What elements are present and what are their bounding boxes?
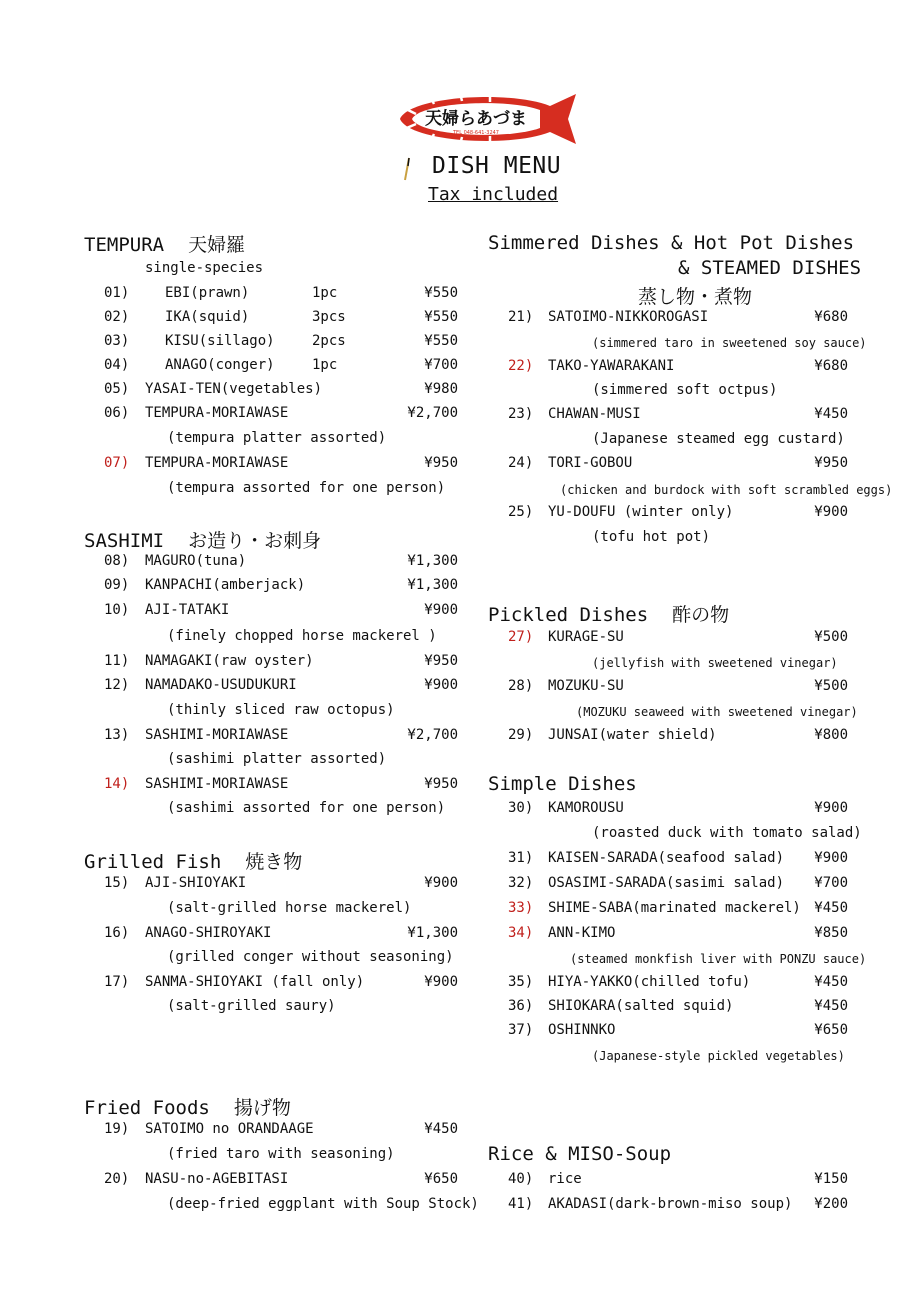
item-number: 10) xyxy=(104,602,130,618)
item-price: ¥700 xyxy=(424,357,458,373)
item-number: 40) xyxy=(508,1171,534,1187)
item-description: (fried taro with seasoning) xyxy=(167,1146,395,1162)
item-name: AJI-TATAKI xyxy=(145,602,230,618)
item-number: 06) xyxy=(104,405,130,421)
item-price: ¥680 xyxy=(814,309,848,325)
item-number: 13) xyxy=(104,727,130,743)
item-description: (sashimi assorted for one person) xyxy=(167,800,446,816)
item-price: ¥550 xyxy=(424,309,458,325)
item-description: (tofu hot pot) xyxy=(592,529,711,545)
item-price: ¥450 xyxy=(814,406,848,422)
item-price: ¥1,300 xyxy=(407,925,458,941)
item-price: ¥450 xyxy=(424,1121,458,1137)
section-title-simmered-jp: 蒸し物・煮物 xyxy=(638,286,753,308)
item-price: ¥950 xyxy=(814,455,848,471)
item-number: 19) xyxy=(104,1121,130,1137)
section-title-pickled: Pickled Dishes 酢の物 xyxy=(488,604,730,626)
item-name: SHIOKARA(salted squid) xyxy=(548,998,734,1014)
item-description: (roasted duck with tomato salad) xyxy=(592,825,862,841)
item-description: (salt-grilled saury) xyxy=(167,998,336,1014)
item-number: 09) xyxy=(104,577,130,593)
item-number: 02) xyxy=(104,309,130,325)
item-name: TEMPURA-MORIAWASE xyxy=(145,405,289,421)
item-number: 28) xyxy=(508,678,534,694)
item-price: ¥950 xyxy=(424,455,458,471)
item-number: 30) xyxy=(508,800,534,816)
item-price: ¥900 xyxy=(424,974,458,990)
item-number: 23) xyxy=(508,406,534,422)
item-name: TORI-GOBOU xyxy=(548,455,633,471)
item-description: (simmered soft octpus) xyxy=(592,382,778,398)
item-number: 25) xyxy=(508,504,534,520)
item-name: SHIME-SABA(marinated mackerel) xyxy=(548,900,801,916)
item-price: ¥150 xyxy=(814,1171,848,1187)
page-subtitle: Tax included xyxy=(428,184,559,205)
item-quantity: 3pcs xyxy=(312,309,346,325)
item-quantity: 1pc xyxy=(312,357,338,373)
item-name: KANPACHI(amberjack) xyxy=(145,577,306,593)
item-name: ANN-KIMO xyxy=(548,925,616,941)
item-name: NASU-no-AGEBITASI xyxy=(145,1171,289,1187)
item-price: ¥650 xyxy=(814,1022,848,1038)
item-price: ¥900 xyxy=(814,504,848,520)
item-number: 24) xyxy=(508,455,534,471)
section-title-simple-dishes: Simple Dishes xyxy=(488,773,637,795)
item-price: ¥450 xyxy=(814,998,848,1014)
item-number: 04) xyxy=(104,357,130,373)
item-number: 31) xyxy=(508,850,534,866)
item-name: CHAWAN-MUSI xyxy=(548,406,641,422)
section-title-sashimi: SASHIMI お造り・お刺身 xyxy=(84,530,322,552)
section-title-grilled-fish: Grilled Fish 焼き物 xyxy=(84,851,303,873)
tempura-subtitle: single-species xyxy=(145,260,264,276)
item-name: SANMA-SHIOYAKI (fall only) xyxy=(145,974,365,990)
item-quantity: 1pc xyxy=(312,285,338,301)
item-number: 36) xyxy=(508,998,534,1014)
item-number: 34) xyxy=(508,925,534,941)
item-name: KISU(sillago) xyxy=(165,333,275,349)
item-price: ¥500 xyxy=(814,629,848,645)
item-description: (thinly sliced raw octopus) xyxy=(167,702,395,718)
item-number: 12) xyxy=(104,677,130,693)
item-number: 20) xyxy=(104,1171,130,1187)
item-name: JUNSAI(water shield) xyxy=(548,727,717,743)
item-description: (Japanese steamed egg custard) xyxy=(592,431,845,447)
item-number: 08) xyxy=(104,553,130,569)
item-name: YASAI-TEN(vegetables) xyxy=(145,381,323,397)
item-number: 32) xyxy=(508,875,534,891)
item-number: 01) xyxy=(104,285,130,301)
item-description: (simmered taro in sweetened soy sauce) xyxy=(592,336,867,350)
item-number: 41) xyxy=(508,1196,534,1212)
item-number: 14) xyxy=(104,776,130,792)
item-price: ¥900 xyxy=(814,800,848,816)
brush-mark-icon xyxy=(402,157,412,181)
item-price: ¥2,700 xyxy=(407,405,458,421)
item-number: 03) xyxy=(104,333,130,349)
item-price: ¥550 xyxy=(424,285,458,301)
item-name: IKA(squid) xyxy=(165,309,250,325)
item-number: 35) xyxy=(508,974,534,990)
item-number: 29) xyxy=(508,727,534,743)
svg-text:TEL 048-641-3247: TEL 048-641-3247 xyxy=(452,130,500,136)
section-title-simmered-line1: Simmered Dishes & Hot Pot Dishes xyxy=(488,232,855,254)
item-price: ¥850 xyxy=(814,925,848,941)
section-title-simmered-line2: & STEAMED DISHES xyxy=(678,257,862,279)
item-number: 11) xyxy=(104,653,130,669)
item-description: (grilled conger without seasoning) xyxy=(167,949,454,965)
item-name: AKADASI(dark-brown-miso soup) xyxy=(548,1196,793,1212)
item-price: ¥900 xyxy=(814,850,848,866)
item-name: SATOIMO-NIKKOROGASI xyxy=(548,309,709,325)
item-price: ¥700 xyxy=(814,875,848,891)
item-number: 16) xyxy=(104,925,130,941)
item-price: ¥680 xyxy=(814,358,848,374)
item-description: (tempura assorted for one person) xyxy=(167,480,446,496)
item-description: (finely chopped horse mackerel ) xyxy=(167,628,437,644)
item-name: TEMPURA-MORIAWASE xyxy=(145,455,289,471)
item-name: rice xyxy=(548,1171,582,1187)
section-title-tempura: TEMPURA 天婦羅 xyxy=(84,234,246,256)
item-description: (chicken and burdock with soft scrambled eggs) xyxy=(560,483,893,497)
item-name: HIYA-YAKKO(chilled tofu) xyxy=(548,974,751,990)
item-name: OSHINNKO xyxy=(548,1022,616,1038)
item-price: ¥800 xyxy=(814,727,848,743)
item-price: ¥450 xyxy=(814,974,848,990)
item-number: 07) xyxy=(104,455,130,471)
item-number: 15) xyxy=(104,875,130,891)
restaurant-logo xyxy=(390,88,580,150)
item-description: (salt-grilled horse mackerel) xyxy=(167,900,412,916)
item-price: ¥500 xyxy=(814,678,848,694)
item-description: (deep-fried eggplant with Soup Stock) xyxy=(167,1196,479,1212)
item-name: MOZUKU-SU xyxy=(548,678,624,694)
section-title-rice-miso: Rice & MISO-Soup xyxy=(488,1143,672,1165)
item-price: ¥900 xyxy=(424,602,458,618)
item-price: ¥980 xyxy=(424,381,458,397)
item-number: 27) xyxy=(508,629,534,645)
item-price: ¥900 xyxy=(424,677,458,693)
item-name: NAMAGAKI(raw oyster) xyxy=(145,653,314,669)
item-description: (Japanese-style pickled vegetables) xyxy=(592,1049,845,1063)
item-number: 21) xyxy=(508,309,534,325)
item-name: SASHIMI-MORIAWASE xyxy=(145,727,289,743)
item-number: 33) xyxy=(508,900,534,916)
item-description: (tempura platter assorted) xyxy=(167,430,387,446)
item-number: 17) xyxy=(104,974,130,990)
item-number: 37) xyxy=(508,1022,534,1038)
item-name: TAKO-YAWARAKANI xyxy=(548,358,675,374)
item-price: ¥550 xyxy=(424,333,458,349)
item-price: ¥1,300 xyxy=(407,553,458,569)
page-title: DISH MENU xyxy=(432,153,562,179)
item-price: ¥950 xyxy=(424,653,458,669)
item-name: KURAGE-SU xyxy=(548,629,624,645)
item-name: OSASIMI-SARADA(sasimi salad) xyxy=(548,875,785,891)
item-name: ANAGO-SHIROYAKI xyxy=(145,925,272,941)
item-description: (jellyfish with sweetened vinegar) xyxy=(592,656,838,670)
item-name: SATOIMO no ORANDAAGE xyxy=(145,1121,314,1137)
item-price: ¥1,300 xyxy=(407,577,458,593)
item-quantity: 2pcs xyxy=(312,333,346,349)
item-price: ¥2,700 xyxy=(407,727,458,743)
item-name: ANAGO(conger) xyxy=(165,357,275,373)
section-title-fried-foods: Fried Foods 揚げ物 xyxy=(84,1097,291,1119)
item-name: AJI-SHIOYAKI xyxy=(145,875,247,891)
item-price: ¥450 xyxy=(814,900,848,916)
item-description: (MOZUKU seaweed with sweetened vinegar) xyxy=(576,705,858,719)
item-description: (sashimi platter assorted) xyxy=(167,751,387,767)
item-price: ¥950 xyxy=(424,776,458,792)
item-price: ¥650 xyxy=(424,1171,458,1187)
item-name: KAISEN-SARADA(seafood salad) xyxy=(548,850,785,866)
svg-text:天婦らあづま: 天婦らあづま xyxy=(425,109,527,129)
item-name: YU-DOUFU (winter only) xyxy=(548,504,734,520)
item-name: NAMADAKO-USUDUKURI xyxy=(145,677,297,693)
item-number: 05) xyxy=(104,381,130,397)
item-name: MAGURO(tuna) xyxy=(145,553,247,569)
item-name: SASHIMI-MORIAWASE xyxy=(145,776,289,792)
item-number: 22) xyxy=(508,358,534,374)
item-price: ¥900 xyxy=(424,875,458,891)
item-name: KAMOROUSU xyxy=(548,800,624,816)
item-name: EBI(prawn) xyxy=(165,285,250,301)
item-description: (steamed monkfish liver with PONZU sauce) xyxy=(570,952,867,966)
item-price: ¥200 xyxy=(814,1196,848,1212)
